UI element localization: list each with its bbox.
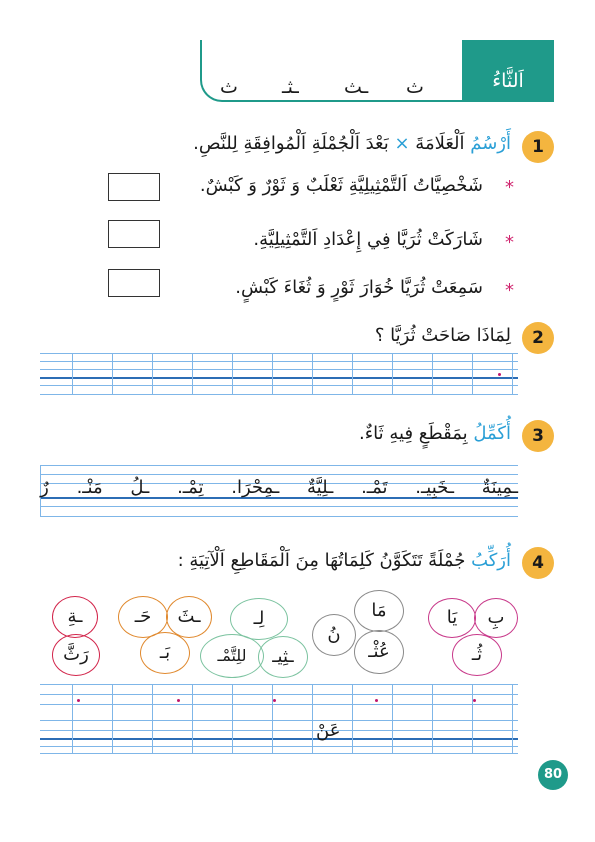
fill-word[interactable]: ـمِينَةٌ [481,477,518,498]
question-3-badge: 3 [522,420,554,452]
answer-checkbox-2[interactable] [108,220,160,248]
question-3-verb: أُكَمِّلُ [473,423,511,444]
fill-word[interactable]: تَمْـ. [361,477,388,498]
syllable-bubble[interactable]: حَـ [118,596,168,638]
statement-1: شَخْصِيَّاتُ اَلتَّمْثِيلِيَّةِ ثَعْلَبٌ وَ ثَوْرٌ وَ كَبْشٌ. [199,175,483,196]
syllable-bubble[interactable]: ـثَ [166,596,212,638]
question-3-prompt [359,423,511,444]
fill-word[interactable]: مَنْـ. [76,477,103,498]
syllable-bubble[interactable]: بِ [474,598,518,638]
statement-3: سَمِعَتْ ثُرَيَّا خُوَارَ ثَوْرٍ وَ ثُغَاءَ كَبْشٍ. [235,277,483,298]
syllable-bubble[interactable]: مَا [354,590,404,632]
answer-checkbox-1[interactable] [108,173,160,201]
bullet-icon: * [505,177,514,198]
letter-form: ث [406,76,424,98]
question-4-badge: 4 [522,547,554,579]
fill-word[interactable]: ـلِيَّةٌ [306,477,334,498]
syllable-bubble[interactable]: نُ [312,614,356,656]
fill-in-words[interactable] [40,477,518,509]
letter-form: ـث [344,76,369,98]
fill-word[interactable]: رٌ [40,477,49,498]
x-mark-icon: × [394,133,410,154]
syllable-bubble[interactable]: يَا [428,598,476,638]
question-1-text-a: اَلْعَلَامَةَ [415,133,465,154]
question-1-prompt [193,133,511,154]
writing-lines-2[interactable] [40,353,518,395]
statement-2: شَارَكَتْ ثُرَيَّا فِي إِعْدَادِ اَلتَّمْثِيلِيَّةِ. [253,229,483,250]
syllable-bubble[interactable]: ثُـ [452,634,502,676]
syllable-bubble[interactable]: ـةِ [52,596,98,638]
question-4-verb: أُرَكِّبُ [471,550,511,571]
question-4-text: جُمْلَةً تَتَكَوَّنُ كَلِمَاتُهَا مِنَ اَلْمَقَاطِعِ اَلْآتِيَةِ : [177,550,466,571]
answer-checkbox-3[interactable] [108,269,160,297]
syllable-bubble[interactable]: عُثْـ [354,630,404,674]
question-1-badge: 1 [522,131,554,163]
fill-word[interactable]: ـلُ [130,477,150,498]
question-4-prompt [178,550,511,571]
bullet-icon: * [505,232,514,253]
question-2-badge: 2 [522,322,554,354]
syllable-bubble[interactable]: بَـ [140,632,190,674]
syllable-bubble[interactable]: ـثِيـ [258,636,308,678]
fill-word[interactable]: ـمِحْرَا. [231,477,280,498]
syllable-bubble[interactable]: للِتَّمْـ [200,634,264,678]
fill-word[interactable]: تِمْـ. [177,477,204,498]
question-1-text-b: بَعْدَ اَلْجُمْلَةِ اَلْمُوافِقَةِ لِلنَّصِ. [193,133,389,154]
question-3-text: بِمَقْطَعٍ فِيهِ ثَاءٌ. [358,423,468,444]
bullet-icon: * [505,280,514,301]
letter-form: ث [220,76,238,98]
question-1-verb: أَرْسُمُ [470,133,511,154]
letter-forms [220,76,450,100]
fill-word[interactable]: ـخَبِيـ. [415,477,455,498]
writing-lines-4[interactable] [40,684,518,754]
syllable-bubble[interactable]: رَثَّ [52,634,100,676]
lesson-title: اَلثَّاءُ [492,70,524,92]
page-number: 80 [538,760,568,790]
question-2-prompt: لِمَاذَا صَاحَتْ ثُرَيَّا ؟ [374,325,511,346]
syllable-bubble[interactable]: لِـ [230,598,288,640]
answer-word: عَنْ [316,720,341,741]
letter-form: ـثـ [282,76,299,98]
